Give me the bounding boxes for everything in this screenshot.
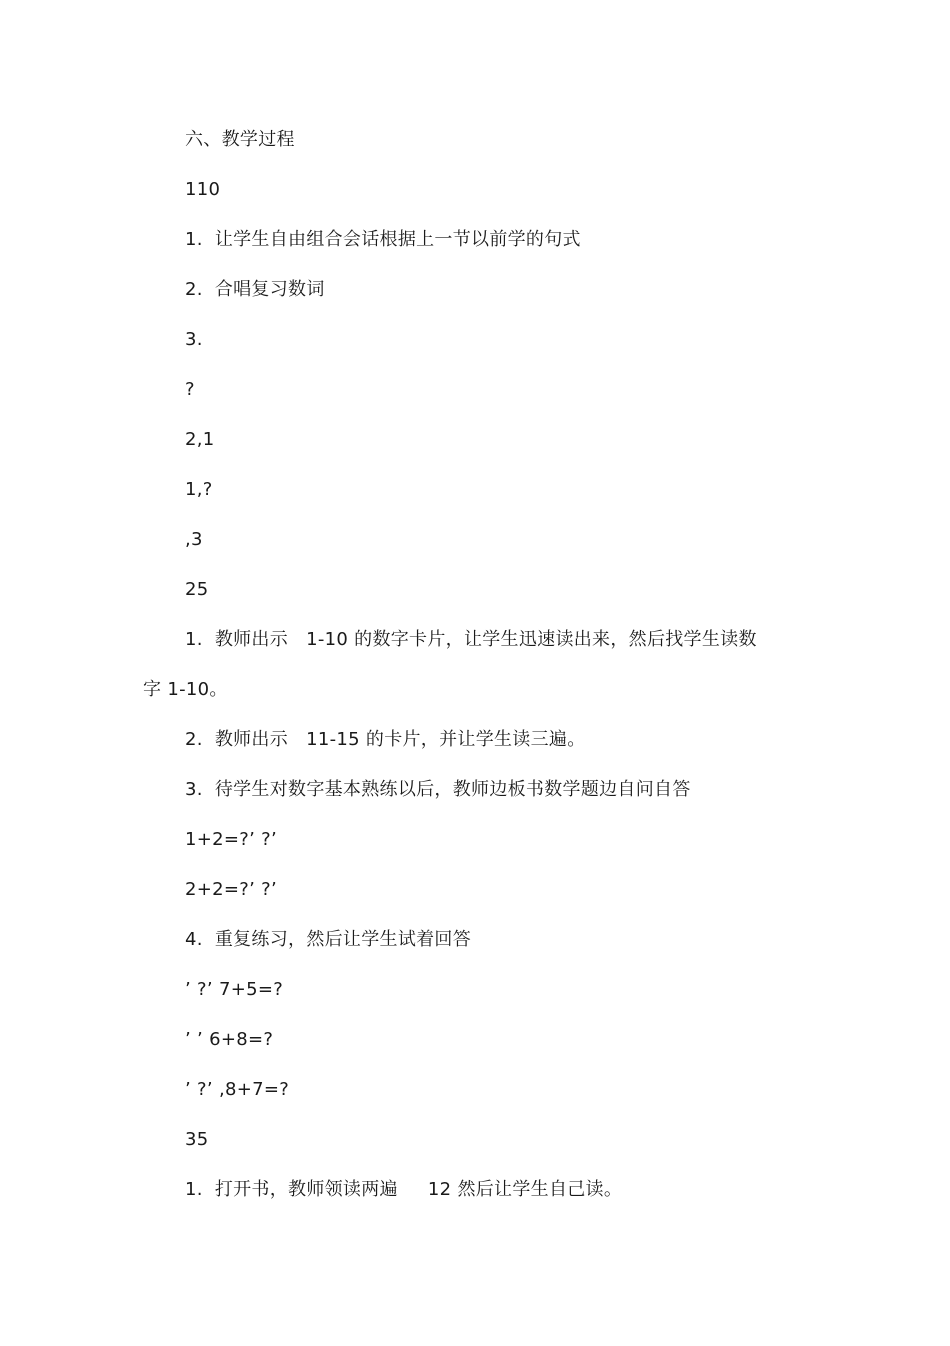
text-line: 3. 待学生对数字基本熟练以后，教师边板书数学题边自问自答 — [185, 779, 691, 800]
text-line: ’ ?’ 7+5=? — [185, 979, 284, 1000]
text-line: ’ ’ 6+8=? — [185, 1029, 274, 1050]
text-line: 35 — [185, 1129, 209, 1150]
text-line: 1,? — [185, 479, 213, 500]
text-line: 4. 重复练习，然后让学生试着回答 — [185, 929, 472, 950]
text-line: 2,1 — [185, 429, 215, 450]
text-line: 1. 让学生自由组合会话根据上一节以前学的句式 — [185, 229, 581, 250]
text-line: 字 1-10。 — [143, 679, 228, 700]
section-heading: 六、教学过程 — [185, 129, 295, 150]
text-line: 3. — [185, 329, 203, 350]
text-line: 2. 教师出示 11-15 的卡片，并让学生读三遍。 — [185, 729, 586, 750]
text-line: 2. 合唱复习数词 — [185, 279, 325, 300]
text-line: 2+2=?’ ?’ — [185, 879, 278, 900]
text-line: 1. 打开书，教师领读两遍 12 然后让学生自己读。 — [185, 1179, 623, 1200]
text-line: 1. 教师出示 1-10 的数字卡片，让学生迅速读出来，然后找学生读数 — [185, 629, 757, 650]
text-line: 1+2=?’ ?’ — [185, 829, 278, 850]
text-line: ’ ?’ ,8+7=? — [185, 1079, 290, 1100]
text-line: ? — [185, 379, 195, 400]
text-line: 110 — [185, 179, 221, 200]
text-line: ,3 — [185, 529, 203, 550]
text-line: 25 — [185, 579, 209, 600]
